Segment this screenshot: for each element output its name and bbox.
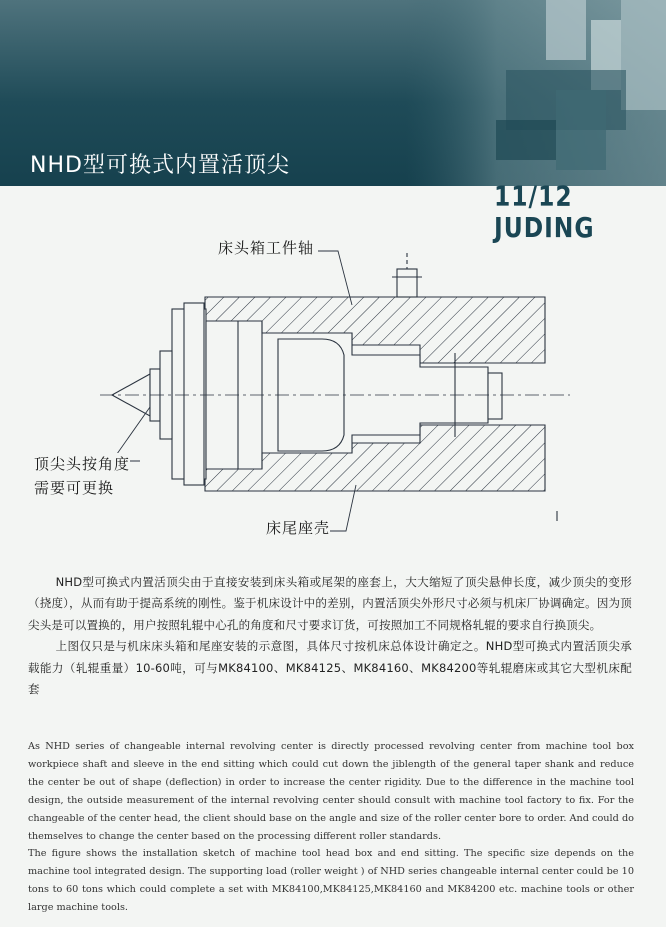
label-tip-angle-line1: 顶尖头按角度 — [34, 455, 131, 473]
body-chinese — [28, 572, 632, 700]
brand-logo: 11/12 JUDING — [494, 181, 595, 245]
en-paragraph-2: The figure shows the installation sketch of machine tool head box and end sitting. The specific size depends on the machine tool integrated design. The supporting load (roller weight ) of NHD series changeable internal center could be 10 tons to 60 tons which could complete a set with MK84100,MK84125,MK84160 and MK84200 etc. machine tools or other large machine tools. — [28, 848, 634, 914]
center-assembly-drawing — [0, 225, 666, 565]
machine-photo — [406, 0, 666, 186]
cn-paragraph-2: 上图仅只是与机床床头箱和尾座安装的示意图，具体尺寸按机床总体设计确定之。NHD型可换式内置活顶尖承载能力（轧辊重量）10-60吨，可与MK84100、MK84125、MK84160、MK84200等轧辊磨床或其它大型机床配套 — [28, 639, 632, 697]
en-paragraph-1: As NHD series of changeable internal revolving center is directly processed revolving center from machine tool box workpiece shaft and sleeve in the end sitting which could cut down the jiblength of the general taper shank and reduce the center be out of shape (deflection) in order to increase the center rigidity. Due to the difference in the machine tool design, the outside measurement of the internal revolving center should consult with machine tool factory to fix. For the changeable of the center head, the client should base on the angle and size of the roller center bore to order. And could do themselves to change the center based on the processing different roller standards. — [28, 741, 634, 842]
cn-paragraph-1: NHD型可换式内置活顶尖由于直接安装到床头箱或尾架的座套上，大大缩短了顶尖悬伸长度，减少顶尖的变形（挠度），从而有助于提高系统的刚性。鉴于机床设计中的差别，内置活顶尖外形尺寸必须与机床厂协调确定。因为顶尖头是可以置换的，用户按照轧辊中心孔的角度和尺寸要求订货，可按照加工不同规格轧辊的要求自行换顶尖。 — [28, 575, 632, 632]
label-tip-angle-line2: 需要可更换 — [34, 479, 115, 497]
body-english — [28, 738, 634, 917]
diagram — [0, 225, 666, 565]
page-title: NHD型可换式内置活顶尖 — [30, 153, 290, 178]
header-band — [0, 0, 666, 186]
label-tailstock-shell: 床尾座壳 — [266, 519, 331, 537]
label-headstock-spindle: 床头箱工件轴 — [218, 239, 315, 257]
